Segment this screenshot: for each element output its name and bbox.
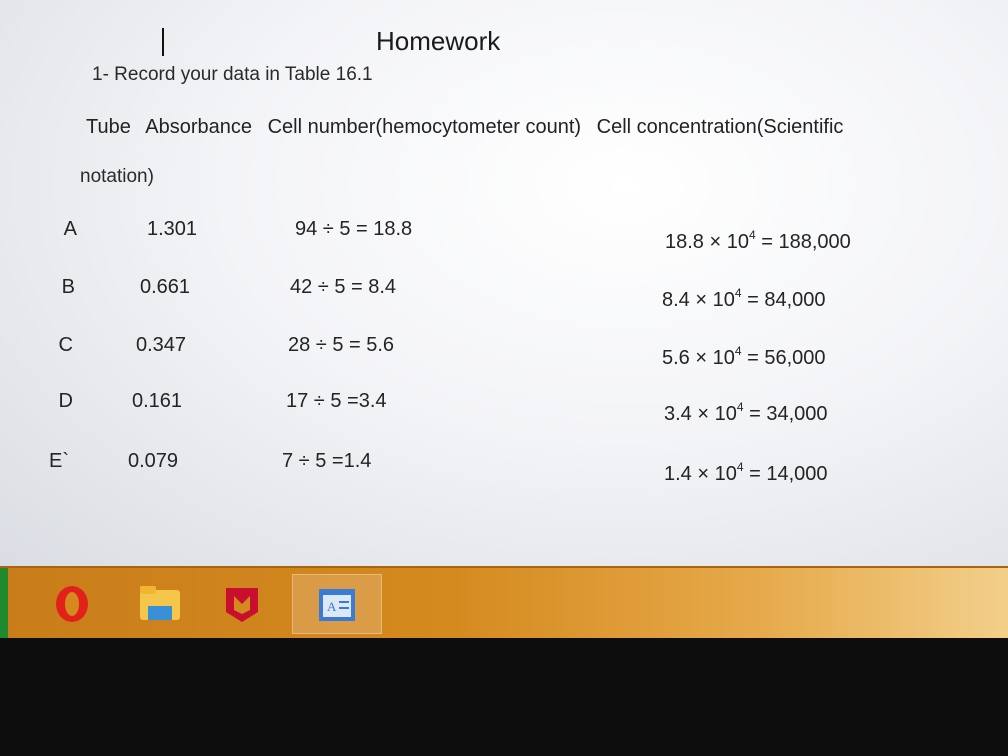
file-explorer-icon	[138, 584, 182, 624]
taskbar-opera-button[interactable]	[36, 574, 108, 634]
conc-base: 8.4 × 10	[662, 289, 735, 311]
table-row	[0, 390, 986, 430]
row-absorbance: 0.661	[140, 276, 191, 298]
mcafee-icon	[222, 584, 262, 624]
header-absorbance: Absorbance	[145, 116, 253, 138]
row-tube: E`	[49, 450, 69, 472]
row-absorbance: 0.161	[132, 390, 183, 412]
row-count: 94 ÷ 5 = 18.8	[295, 218, 413, 240]
row-count: 28 ÷ 5 = 5.6	[288, 334, 395, 356]
conc-result: = 84,000	[741, 289, 826, 311]
taskbar-edge	[0, 568, 8, 638]
table-row	[0, 218, 990, 258]
table-header	[86, 116, 853, 139]
conc-base: 5.6 × 10	[662, 347, 735, 369]
conc-exponent: 4	[734, 286, 742, 300]
conc-exponent: 4	[734, 344, 742, 358]
page-title: Homework	[376, 26, 501, 56]
conc-result: = 14,000	[743, 463, 828, 485]
table-row	[0, 276, 988, 316]
text-editor-icon	[315, 585, 359, 625]
taskbar-mcafee-button[interactable]	[206, 574, 278, 634]
conc-exponent: 4	[736, 460, 744, 474]
conc-exponent: 4	[736, 400, 744, 414]
row-tube: B	[61, 276, 75, 298]
conc-result: = 34,000	[743, 403, 828, 425]
svg-text:A: A	[327, 599, 337, 614]
row-count: 17 ÷ 5 =3.4	[286, 390, 387, 412]
row-concentration	[664, 400, 828, 426]
conc-exponent: 4	[748, 228, 756, 242]
conc-result: = 188,000	[755, 231, 851, 253]
conc-result: = 56,000	[741, 347, 826, 369]
row-concentration	[662, 286, 826, 312]
taskbar-text-editor-button[interactable]	[292, 574, 382, 634]
row-tube: C	[58, 334, 73, 356]
instruction-text: 1- Record your data in Table 16.1	[92, 64, 373, 85]
monitor-bezel	[0, 638, 1008, 756]
row-concentration	[664, 460, 828, 486]
conc-base: 18.8 × 10	[665, 231, 749, 253]
row-count: 42 ÷ 5 = 8.4	[290, 276, 397, 298]
row-concentration	[662, 344, 826, 370]
table-row	[0, 450, 982, 490]
table-row	[0, 334, 986, 374]
row-absorbance: 0.347	[136, 334, 187, 356]
row-tube: A	[63, 218, 77, 240]
header-tube: Tube	[86, 116, 131, 138]
header-concentration-continued: notation)	[80, 166, 154, 187]
row-count: 7 ÷ 5 =1.4	[282, 450, 372, 472]
row-absorbance: 0.079	[128, 450, 179, 472]
taskbar-file-explorer-button[interactable]	[122, 574, 194, 634]
row-tube: D	[58, 390, 73, 412]
conc-base: 1.4 × 10	[664, 463, 737, 485]
taskbar	[0, 566, 1008, 640]
opera-icon	[52, 584, 92, 624]
conc-base: 3.4 × 10	[664, 403, 737, 425]
header-cell-number: Cell number(hemocytometer count)	[267, 116, 582, 138]
row-concentration	[665, 228, 851, 254]
row-absorbance: 1.301	[147, 218, 198, 240]
header-concentration: Cell concentration(Scientific	[596, 116, 844, 138]
text-cursor	[162, 28, 164, 56]
